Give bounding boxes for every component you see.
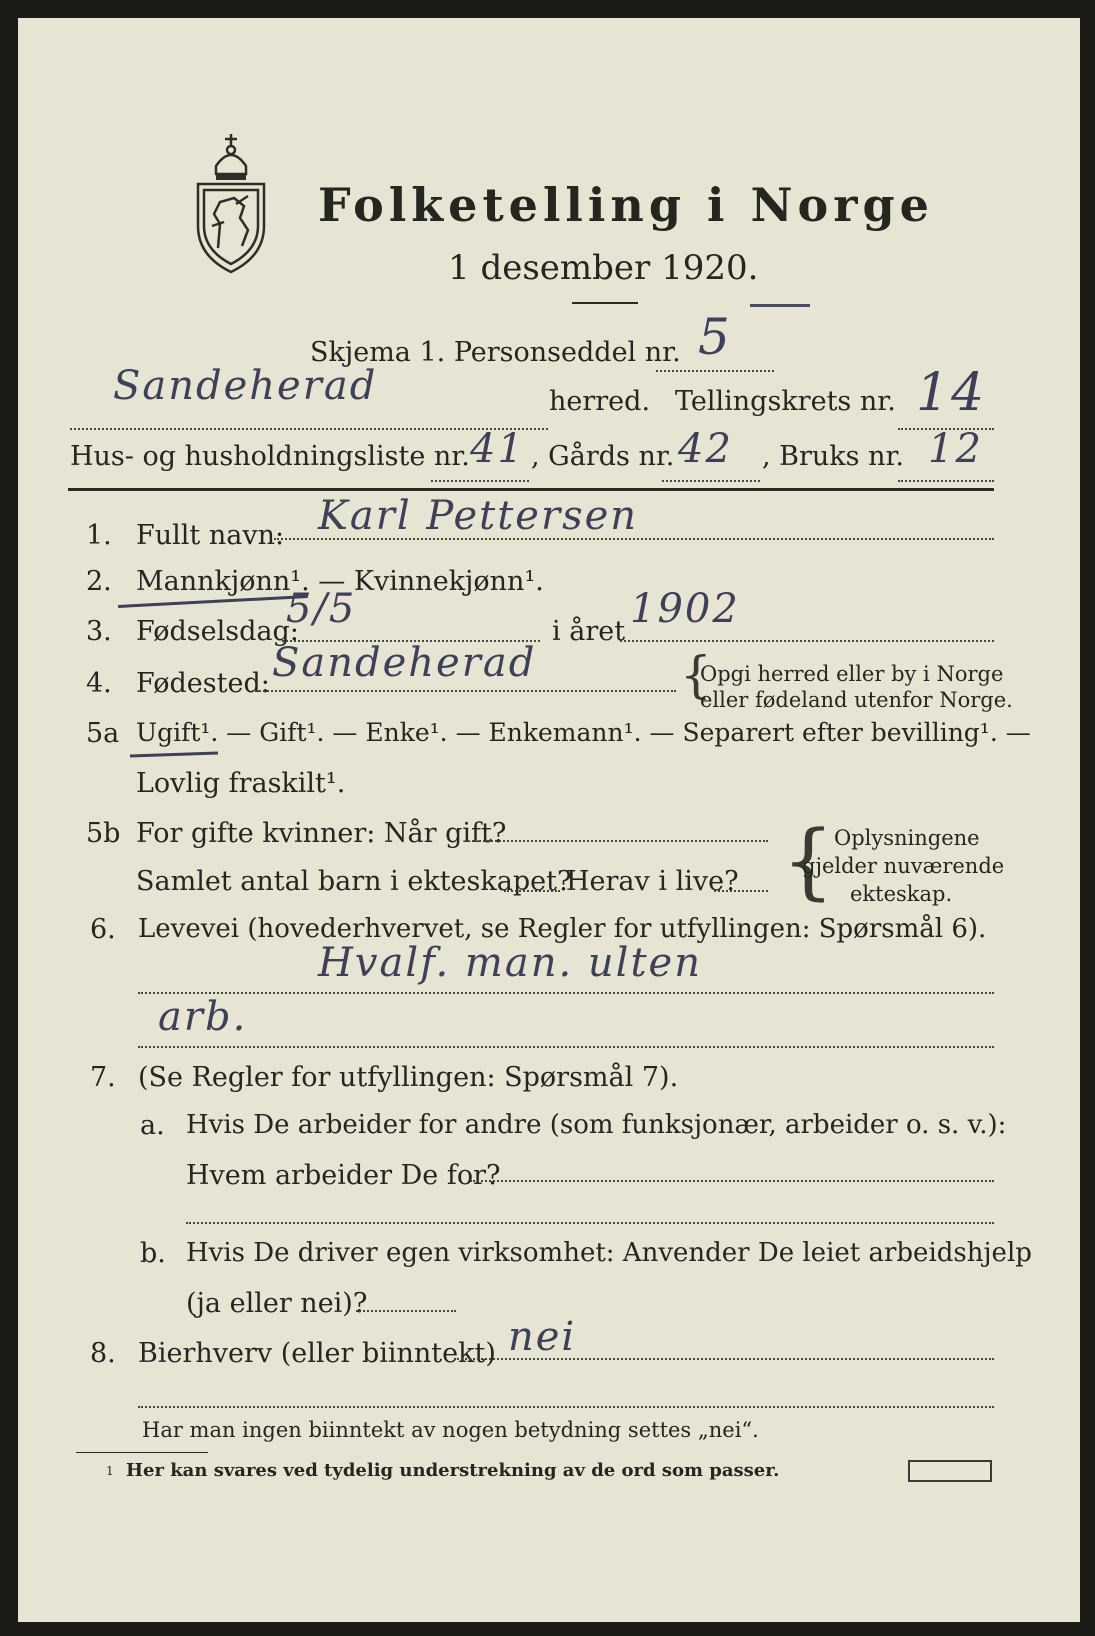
personseddel-dash <box>750 304 810 307</box>
title-divider <box>572 302 638 304</box>
q2-number: 2. <box>86 566 112 597</box>
q7a-extra-line <box>186 1222 994 1224</box>
printer-stamp-icon <box>908 1460 992 1482</box>
q5a-underline-mark <box>130 751 218 757</box>
skjema-label: Skjema 1. Personseddel nr. <box>310 337 681 368</box>
q7a-line <box>470 1180 994 1182</box>
q1-label: Fullt navn: <box>136 520 285 551</box>
q6-label: Levevei (hovederhvervet, se Regler for utfyllingen: Spørsmål 6). <box>138 914 987 944</box>
bruks-line <box>898 480 994 482</box>
q4-note-brace: { <box>680 646 712 704</box>
hus-line <box>431 480 529 482</box>
q7a-letter: a. <box>140 1110 165 1141</box>
q5b-note-line-2: gjelder nuværende <box>802 854 1005 878</box>
q8-extra-line <box>138 1406 994 1408</box>
census-date: 1 desember 1920. <box>448 248 759 288</box>
q5a-label-2: Lovlig fraskilt¹. <box>136 768 346 799</box>
q5b-note-brace: { <box>782 814 835 909</box>
bruks-number[interactable]: 12 <box>928 426 983 472</box>
q3-year-label: i året <box>552 616 626 647</box>
q3-year-line <box>620 640 994 642</box>
tellingskrets-number[interactable]: 14 <box>916 363 987 423</box>
q3-label: Fødselsdag: <box>136 616 299 647</box>
q4-number: 4. <box>86 668 112 699</box>
q7a-label: Hvis De arbeider for andre (som funksjonær, arbeider o. s. v.): <box>186 1110 1007 1140</box>
q5b-married-line <box>472 840 768 842</box>
q8-note: Har man ingen biinntekt av nogen betydning settes „nei“. <box>142 1418 759 1442</box>
q4-note-line-1: Opgi herred eller by i Norge <box>700 662 1004 686</box>
gards-line <box>662 480 760 482</box>
q7b-line <box>356 1310 456 1312</box>
q8-label: Bierhverv (eller biinntekt) <box>138 1338 496 1369</box>
q7-label: (Se Regler for utfyllingen: Spørsmål 7). <box>138 1062 679 1093</box>
q5b-alive-line <box>714 890 768 892</box>
q5b-children-line <box>504 890 560 892</box>
q3-number: 3. <box>86 616 112 647</box>
q5b-label-2: Samlet antal barn i ekteskapet? <box>136 866 572 897</box>
q4-label: Fødested: <box>136 668 270 699</box>
q5b-number: 5b <box>86 818 121 849</box>
q4-note-line-2: eller fødeland utenfor Norge. <box>700 688 1013 712</box>
q6-line-1 <box>138 992 994 994</box>
personseddel-line <box>656 370 774 372</box>
q5a-number: 5a <box>86 718 120 749</box>
footnote-mark: 1 <box>106 1464 114 1478</box>
q4-line <box>252 690 676 692</box>
q7a-label-2: Hvem arbeider De for? <box>186 1160 501 1191</box>
tellingskrets-label: Tellingskrets nr. <box>675 386 896 417</box>
personseddel-number[interactable]: 5 <box>698 308 732 366</box>
census-form-sheet <box>18 18 1080 1622</box>
gards-number[interactable]: 42 <box>678 426 733 472</box>
bruks-label: , Bruks nr. <box>762 441 905 472</box>
q1-full-name[interactable]: Karl Pettersen <box>318 493 639 539</box>
q4-birthplace[interactable]: Sandeherad <box>272 640 537 686</box>
q5b-label-3: Herav i live? <box>566 866 739 897</box>
footnote-rule <box>76 1452 208 1453</box>
norway-coat-of-arms-icon <box>190 126 272 276</box>
hus-number[interactable]: 41 <box>470 426 525 472</box>
q7b-label: Hvis De driver egen virksomhet: Anvender De leiet arbeidshjelp <box>186 1238 1032 1268</box>
q5a-label: Ugift¹. — Gift¹. — Enke¹. — Enkemann¹. — Separert efter bevilling¹. — <box>136 718 1031 747</box>
q6-occupation-line-2[interactable]: arb. <box>158 994 248 1040</box>
q8-side-income[interactable]: nei <box>508 1314 577 1360</box>
q2-label: Mannkjønn¹. — Kvinnekjønn¹. <box>136 566 544 597</box>
gards-label: , Gårds nr. <box>531 441 675 472</box>
hus-label: Hus- og husholdningsliste nr. <box>70 441 470 472</box>
q6-occupation-line-1[interactable]: Hvalf. man. ulten <box>318 940 702 986</box>
herred-value[interactable]: Sandeherad <box>113 363 378 409</box>
form-title: Folketelling i Norge <box>318 178 934 232</box>
q5b-note-line-1: Oplysningene <box>834 826 980 850</box>
header-separator <box>68 488 994 491</box>
herred-label: herred. <box>549 386 651 417</box>
q5b-note-line-3: ekteskap. <box>850 882 953 906</box>
q3-birth-year[interactable]: 1902 <box>630 586 740 632</box>
q6-line-2 <box>138 1046 994 1048</box>
q7b-letter: b. <box>140 1238 166 1269</box>
footnote-text: Her kan svares ved tydelig understrekning av de ord som passer. <box>126 1460 780 1481</box>
q5b-label: For gifte kvinner: Når gift? <box>136 818 507 849</box>
q6-number: 6. <box>90 914 116 945</box>
q8-number: 8. <box>90 1338 116 1369</box>
q7b-label-2: (ja eller nei)? <box>186 1288 368 1319</box>
q7-number: 7. <box>90 1062 116 1093</box>
q1-number: 1. <box>86 520 112 551</box>
q3-birth-day[interactable]: 5/5 <box>286 586 357 632</box>
